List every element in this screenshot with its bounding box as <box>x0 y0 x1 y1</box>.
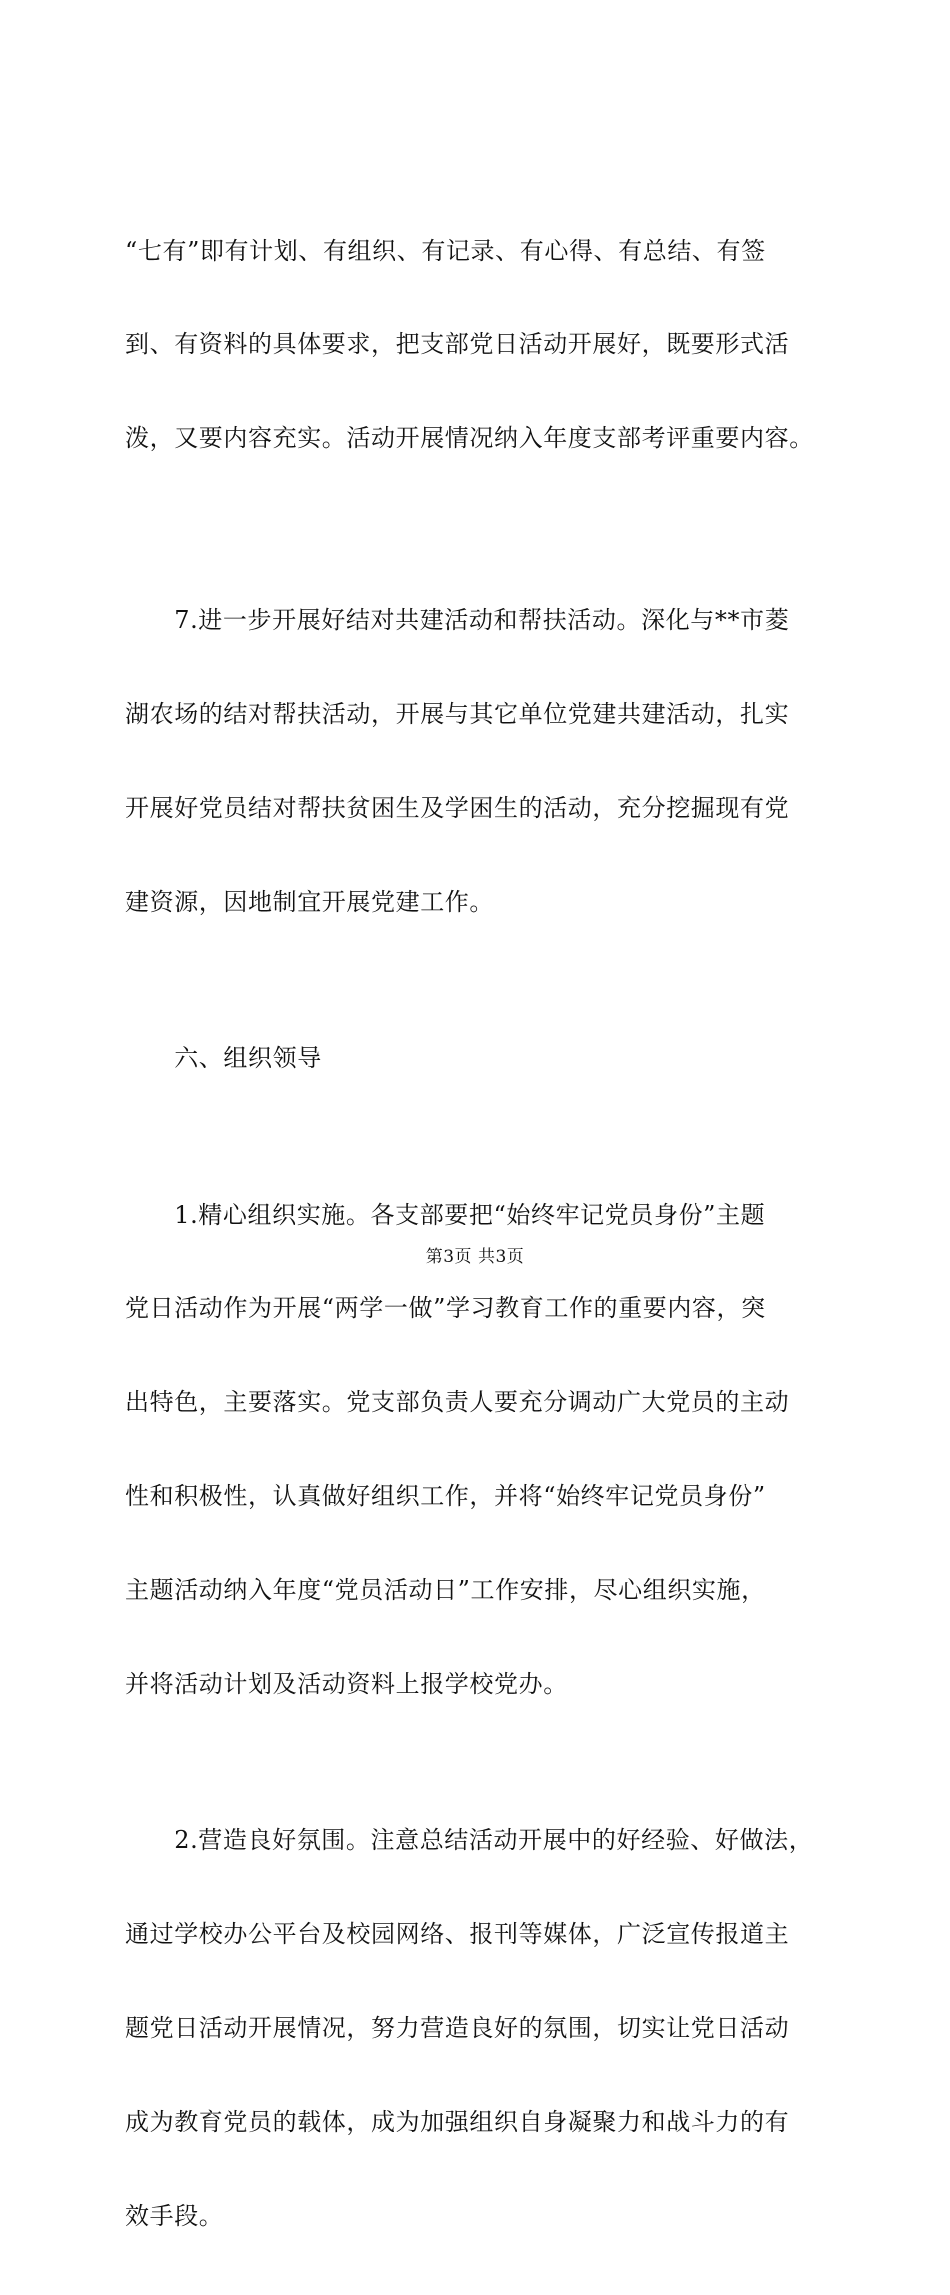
document-body <box>125 173 845 2295</box>
section-heading-organization <box>125 980 845 1136</box>
text-line: 1.精心组织实施。各支部要把“始终牢记党员身份”主题 <box>125 1200 766 1229</box>
text-line: 性和积极性，认真做好组织工作，并将“始终牢记党员身份” <box>125 1482 766 1511</box>
text-line: 7.进一步开展好结对共建活动和帮扶活动。深化与**市菱 <box>125 605 790 634</box>
text-line: 2.营造良好氛围。注意总结活动开展中的好经验、好做法， <box>125 1826 814 1855</box>
text-line: 主题活动纳入年度“党员活动日”工作安排，尽心组织实施， <box>125 1576 766 1605</box>
text-line: 效手段。 <box>125 2202 224 2230</box>
section-heading-text: 六、组织领导 <box>125 1044 322 1073</box>
text-line: 到、有资料的具体要求，把支部党日活动开展好，既要形式活 <box>125 330 790 359</box>
text-line: 建资源，因地制宜开展党建工作。 <box>125 887 494 916</box>
paragraph-item-7 <box>125 542 845 980</box>
paragraph-item-2 <box>125 1763 845 2295</box>
text-line: “七有”即有计划、有组织、有记录、有心得、有总结、有签 <box>125 236 766 265</box>
page-number-label: 第3页 共3页 <box>425 1247 525 1267</box>
text-line: 党日活动作为开展“两学一做”学习教育工作的重要内容，突 <box>125 1294 766 1323</box>
text-line: 泼，又要内容充实。活动开展情况纳入年度支部考评重要内容。 <box>125 424 814 453</box>
text-line: 成为教育党员的载体，成为加强组织自身凝聚力和战斗力的有 <box>125 2108 790 2137</box>
paragraph-item-1 <box>125 1137 845 1763</box>
page-footer <box>0 1242 950 1267</box>
text-line: 题党日活动开展情况，努力营造良好的氛围，切实让党日活动 <box>125 2014 790 2043</box>
paragraph-seven-requirements <box>125 173 845 517</box>
paragraph-spacer <box>125 517 845 542</box>
text-line: 湖农场的结对帮扶活动，开展与其它单位党建共建活动，扎实 <box>125 699 790 728</box>
text-line: 出特色，主要落实。党支部负责人要充分调动广大党员的主动 <box>125 1388 790 1417</box>
text-line: 开展好党员结对帮扶贫困生及学困生的活动，充分挖掘现有党 <box>125 793 790 822</box>
text-line: 通过学校办公平台及校园网络、报刊等媒体，广泛宣传报道主 <box>125 1920 790 1949</box>
text-line: 并将活动计划及活动资料上报学校党办。 <box>125 1669 568 1698</box>
